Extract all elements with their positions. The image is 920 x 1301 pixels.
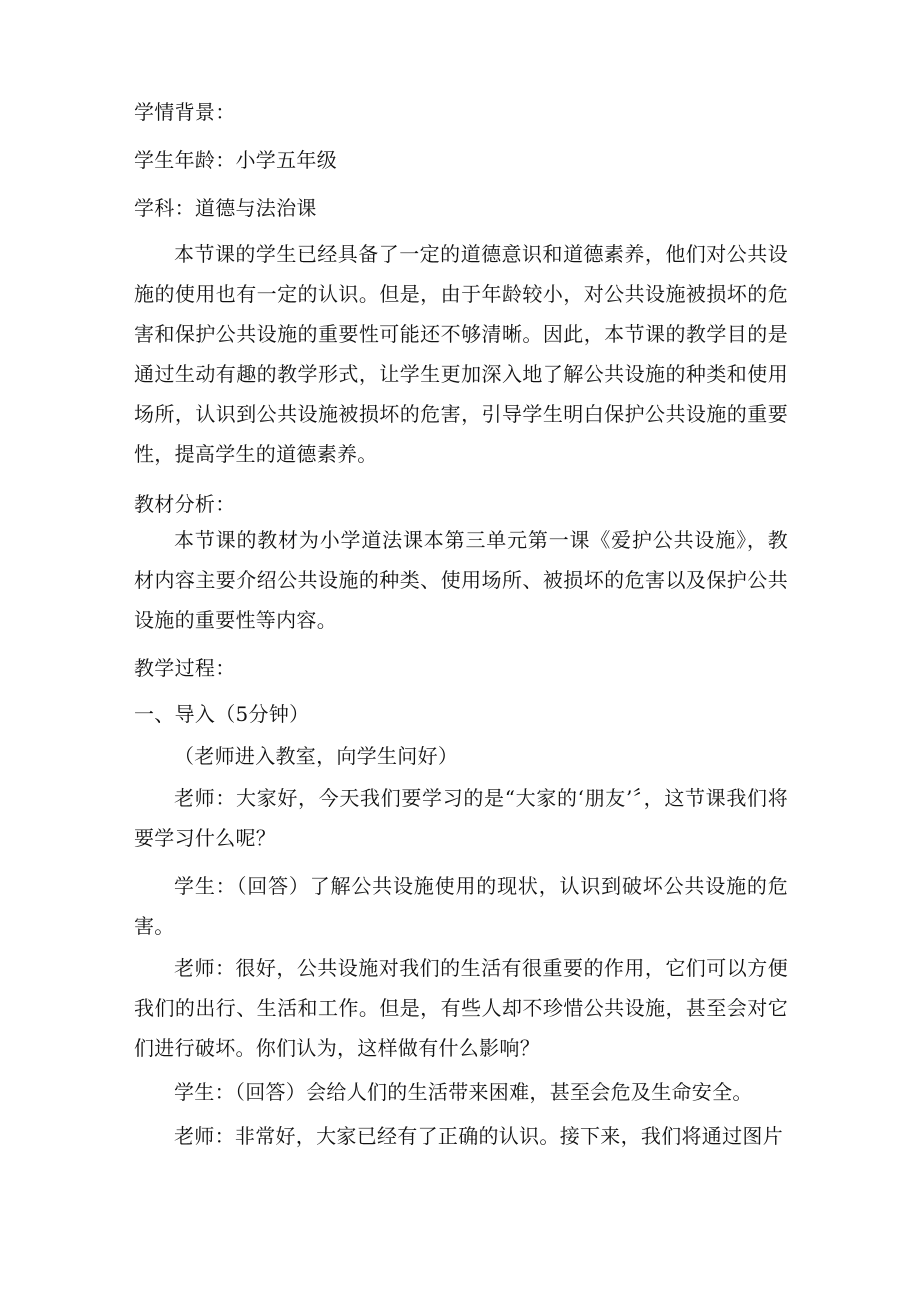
student-age-line: 学生年龄：小学五年级 — [134, 148, 337, 172]
material-paragraph: 本节课的教材为小学道法课本第三单元第一课《爱护公共设施》，教材内容主要介绍公共设施的种类、使用场所、被损坏的危害以及保护公共设施的重要性等内容。 — [134, 528, 788, 632]
heading-student-background: 学情背景： — [134, 100, 236, 124]
stage-direction: （老师进入教室，向学生问好） — [174, 744, 459, 768]
background-paragraph: 本节课的学生已经具备了一定的道德意识和道德素养，他们对公共设施的使用也有一定的认识。但是，由于年龄较小，对公共设施被损坏的危害和保护公共设施的重要性可能还不够清晰。因此，本节课的教学目的是通过生动有趣的教学形式，让学生更加深入地了解公共设施的种类和使用场所，认识到公共设施被损坏的危害，引导学生明白保护公共设施的重要性，提高学生的道德素养。 — [134, 242, 788, 466]
section-intro-heading: 一、导入（5分钟） — [134, 702, 310, 726]
subject-line: 学科：道德与法治课 — [134, 196, 317, 220]
heading-material-analysis: 教材分析： — [134, 492, 236, 516]
teacher-dialogue-2: 老师：很好，公共设施对我们的生活有很重要的作用，它们可以方便我们的出行、生活和工作。但是，有些人却不珍惜公共设施，甚至会对它们进行破坏。你们认为，这样做有什么影响？ — [134, 956, 788, 1060]
teacher-dialogue-3: 老师：非常好，大家已经有了正确的认识。接下来，我们将通过图片 — [174, 1124, 783, 1148]
student-dialogue-2: 学生：（回答）会给人们的生活带来困难，甚至会危及生命安全。 — [174, 1080, 753, 1104]
teacher-dialogue-1: 老师：大家好，今天我们要学习的是“大家的‘朋友’〞，这节课我们将要学习什么呢？ — [134, 786, 788, 850]
heading-teaching-process: 教学过程： — [134, 656, 236, 680]
student-dialogue-1: 学生：（回答）了解公共设施使用的现状，认识到破坏公共设施的危害。 — [134, 874, 788, 938]
